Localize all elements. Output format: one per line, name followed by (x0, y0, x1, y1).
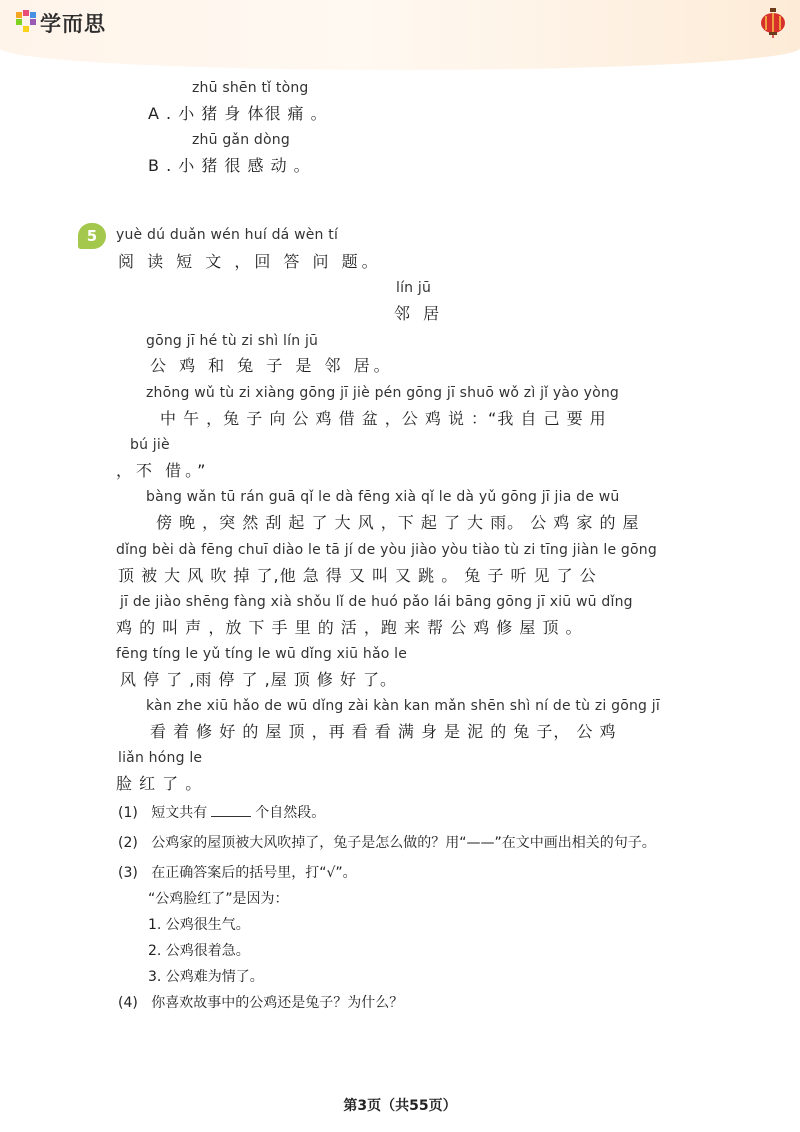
answer-option[interactable]: 3. 公鸡难为情了。 (148, 969, 264, 985)
answer-option[interactable]: 1. 公鸡很生气。 (148, 917, 250, 933)
logo-text: 学而思 (40, 12, 106, 36)
q5-intro-pinyin: yuè dú duǎn wén huí dá wèn tí (116, 227, 339, 243)
subquestion-3-stem: “公鸡脸红了”是因为： (148, 891, 289, 907)
story-line-pinyin: bú jiè (130, 437, 170, 453)
story-line-pinyin: zhōng wǔ tù zi xiàng gōng jī jiè pén gōng jī shuō wǒ zì jǐ yào yòng (146, 385, 620, 401)
subquestion-text: 在正确答案后的括号里，打“√”。 (151, 865, 357, 881)
page-header (0, 0, 800, 70)
story-line-text: 风 停 了 ,雨 停 了 ,屋 顶 修 好 了。 (120, 670, 398, 689)
subquestion-number: (1) (118, 805, 138, 821)
story-line-text: ，不 借。” (116, 461, 210, 480)
subquestion-text: 公鸡家的屋顶被大风吹掉了，兔子是怎么做的？用“——”在文中画出相关的句子。 (151, 835, 656, 851)
subquestion-number: (3) (118, 865, 138, 881)
subquestion-3 (118, 866, 357, 880)
choice-b-text: B . 小 猪 很 感 动 。 (148, 156, 311, 175)
subquestion-text: 短文共有 (151, 805, 208, 821)
choice-b-pinyin: zhū gǎn dòng (192, 132, 290, 148)
story-title: 邻 居 (394, 304, 444, 323)
subquestion-number: (2) (118, 835, 138, 851)
subquestion-1 (118, 804, 325, 820)
story-line-pinyin: kàn zhe xiū hǎo de wū dǐng zài kàn kan mǎn shēn shì ní de tù zi gōng jī (146, 698, 660, 714)
story-line-text: 傍 晚 ，突 然 刮 起 了 大 风 ，下 起 了 大 雨。 公 鸡 家 的 屋 (156, 513, 640, 532)
story-line-text: 公 鸡 和 兔 子 是 邻 居。 (150, 356, 394, 375)
story-line-text: 看 着 修 好 的 屋 顶 ，再 看 看 满 身 是 泥 的 兔 子， 公 鸡 (150, 722, 617, 741)
subquestion-text: 个自然段。 (255, 805, 326, 821)
story-line-pinyin: bàng wǎn tū rán guā qǐ le dà fēng xià qǐ le dà yǔ gōng jī jia de wū (146, 489, 620, 505)
answer-option[interactable]: 2. 公鸡很着急。 (148, 943, 250, 959)
question-number-badge: 5 (78, 223, 106, 249)
story-line-text: 鸡 的 叫 声 ，放 下 手 里 的 活 ，跑 来 帮 公 鸡 修 屋 顶 。 (116, 618, 583, 637)
subquestion-number: (4) (118, 995, 138, 1011)
story-title-pinyin: lín jū (396, 280, 432, 296)
story-line-text: 脸 红 了 。 (116, 774, 203, 793)
page-number: 第3页（共55页） (343, 1098, 457, 1114)
story-line-pinyin: gōng jī hé tù zi shì lín jū (146, 333, 319, 349)
subquestion-2 (118, 836, 656, 850)
subquestion-4 (118, 996, 403, 1010)
logo-mark-icon (14, 10, 38, 36)
story-line-text: 顶 被 大 风 吹 掉 了,他 急 得 又 叫 又 跳 。 兔 子 听 见 了 公 (118, 566, 597, 585)
story-line-pinyin: fēng tíng le yǔ tíng le wū dǐng xiū hǎo le (116, 646, 408, 662)
answer-blank[interactable] (211, 804, 251, 817)
story-line-text: 中 午 ，兔 子 向 公 鸡 借 盆 ，公 鸡 说 ：“我 自 己 要 用 (160, 409, 607, 428)
story-line-pinyin: dǐng bèi dà fēng chuī diào le tā jí de yòu jiào yòu tiào tù zi tīng jiàn le gōng (116, 542, 657, 558)
q5-intro-text: 阅 读 短 文 ，回 答 问 题。 (118, 252, 382, 271)
story-line-pinyin: liǎn hóng le (118, 750, 203, 766)
subquestion-text: 你喜欢故事中的公鸡还是兔子？为什么？ (151, 995, 404, 1011)
lantern-icon (760, 8, 786, 38)
story-line-pinyin: jī de jiào shēng fàng xià shǒu lǐ de huó pǎo lái bāng gōng jī xiū wū dǐng (120, 594, 633, 610)
choice-a-text: A . 小 猪 身 体很 痛 。 (148, 104, 328, 123)
choice-a-pinyin: zhū shēn tǐ tòng (192, 80, 309, 96)
